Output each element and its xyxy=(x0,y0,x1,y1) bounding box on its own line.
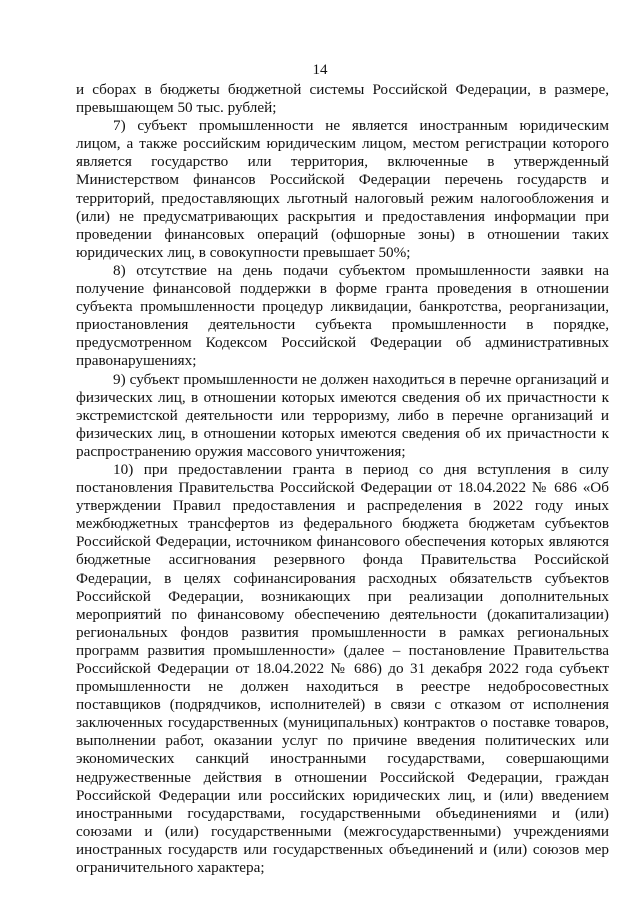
paragraph-item-8: 8) отсутствие на день подачи субъектом промышленности заявки на получение финансовой поддержки в форме гранта проведения в отношении субъекта промышленности процедур ликвидации, банкротства, реорганизации, приостановления деятельности субъекта промышленности в порядке, предусмотренном Кодексом Российской Федерации об административных правонарушениях; xyxy=(76,261,609,370)
paragraph-item-9: 9) субъект промышленности не должен находиться в перечне организаций и физических лиц, в отношении которых имеются сведения об их причастности к экстремистской деятельности или терроризму, либо в перечне организаций и физических лиц, в отношении которых имеются сведения об их причастности к распространению оружия массового уничтожения; xyxy=(76,370,609,460)
paragraph-item-10: 10) при предоставлении гранта в период со дня вступления в силу постановления Правительства Российской Федерации от 18.04.2022 № 686 «Об утверждении Правил предоставления и распределения в 2022 году иных межбюджетных трансфертов из федерального бюджета бюджетам субъектов Российской Федерации, источником финансового обеспечения которых являются бюджетные ассигнования резервного фонда Правительства Российской Федерации, в целях софинансирования расходных обязательств субъектов Российской Федерации, возникающих при реализации дополнительных мероприятий по финансовому обеспечению деятельности (докапитализации) региональных фондов развития промышленности в рамках региональных программ развития промышленности» (далее – постановление Правительства Российской Федерации от 18.04.2022 № 686) до 31 декабря 2022 года субъект промышленности не должен находиться в реестре недобросовестных поставщиков (подрядчиков, исполнителей) в связи с отказом от исполнения заключенных государственных (муниципальных) контрактов о поставке товаров, выполнении работ, оказании услуг по причине введения политических или экономических санкций иностранными государствами, совершающими недружественные действия в отношении Российской Федерации, граждан Российской Федерации или российских юридических лиц, и (или) введением иностранными государствами, государственными объединениями и (или) союзами и (или) государственными (межгосударственными) учреждениями иностранных государств или государственных объединений и (или) союзов мер ограничительного характера; xyxy=(76,460,609,877)
paragraph-continuation: и сборах в бюджеты бюджетной системы Российской Федерации, в размере, превышающем 50 тыс. рублей; xyxy=(76,81,609,117)
paragraph-item-7: 7) субъект промышленности не является иностранным юридическим лицом, а также российским юридическим лицом, местом регистрации которого является государство или территория, включенные в утвержденный Министерством финансов Российской Федерации перечень государств и территорий, предоставляющих льготный налоговый режим налогообложения и (или) не предусматривающих раскрытия и предоставления информации при проведении финансовых операций (офшорные зоны) в отношении таких юридических лиц, в совокупности превышает 50%; xyxy=(76,117,609,261)
document-body xyxy=(76,81,609,877)
page-number: 14 xyxy=(312,62,328,78)
